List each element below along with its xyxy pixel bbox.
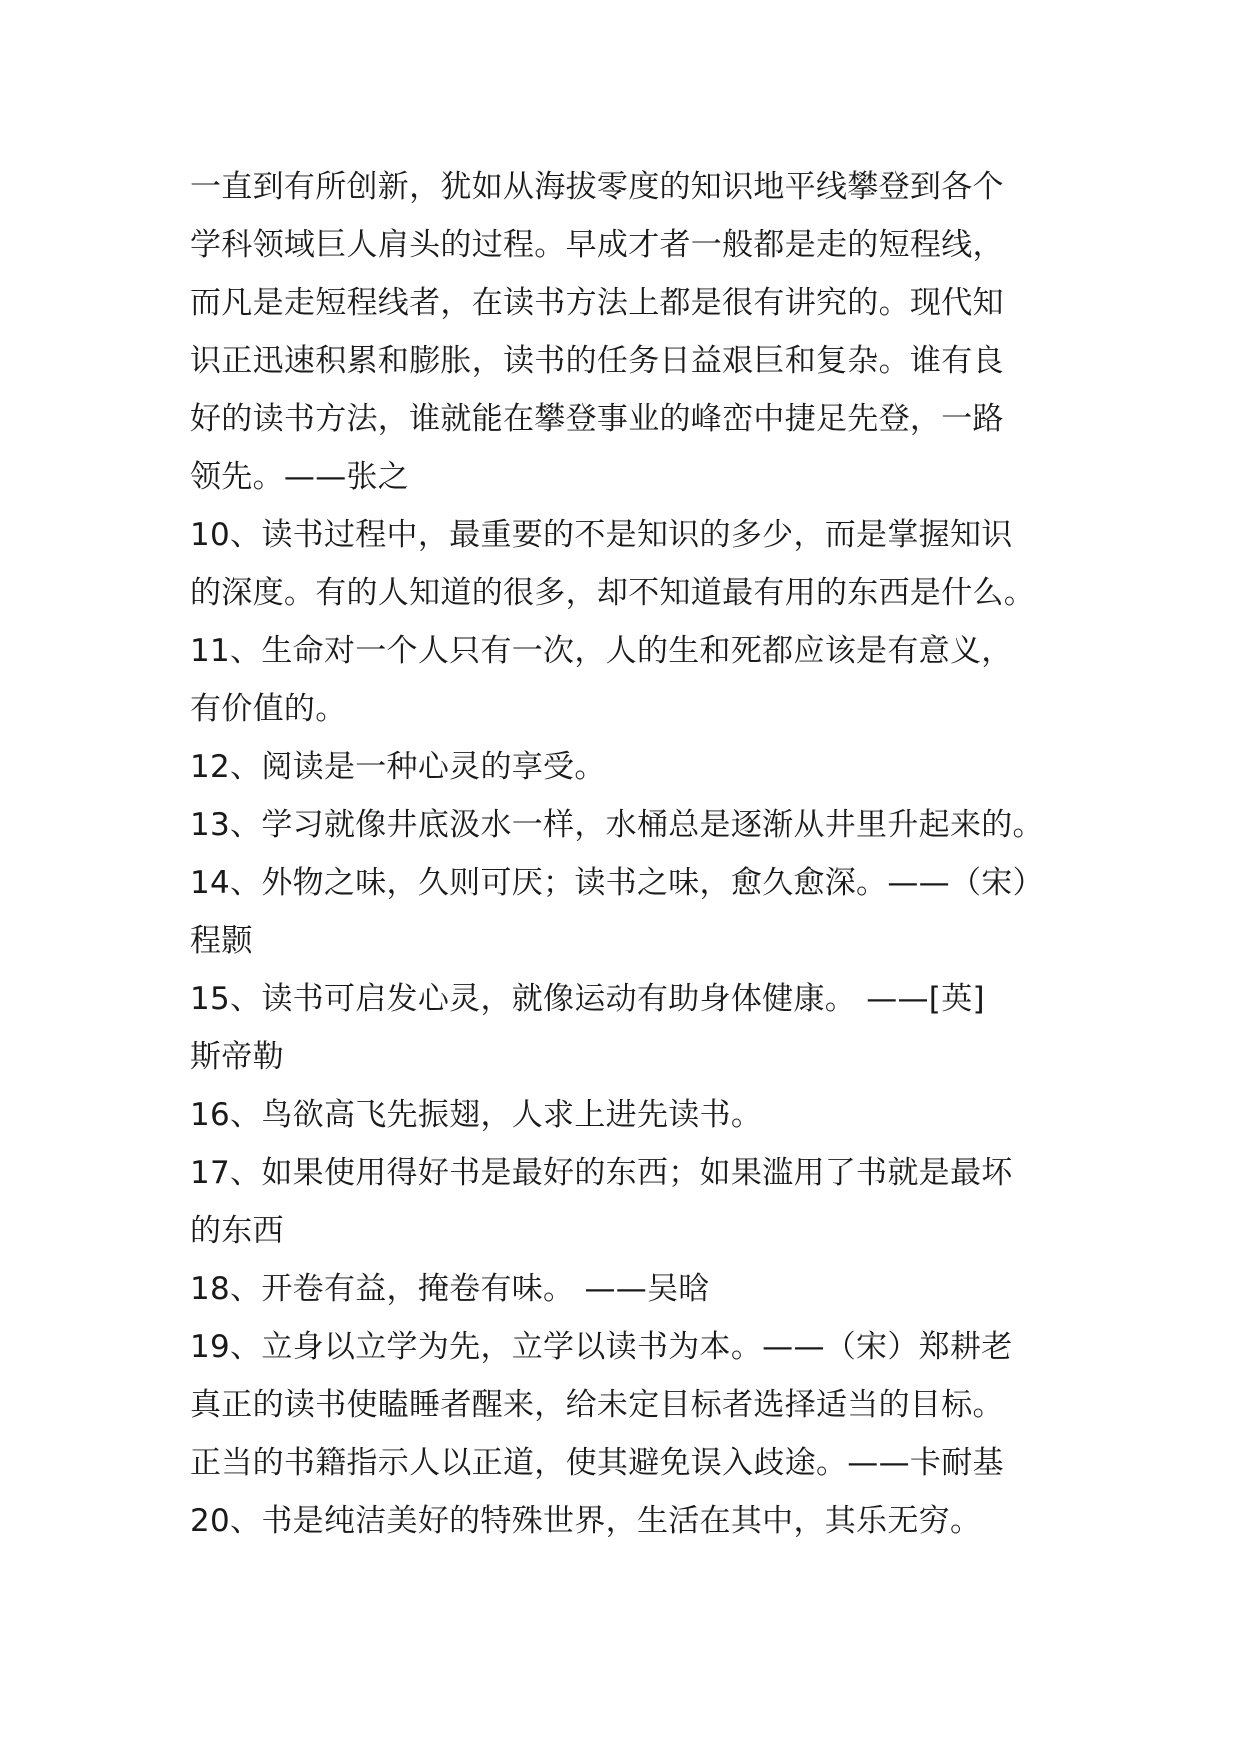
text-line: 12、阅读是一种心灵的享受。 [190,749,606,785]
text-line: 而凡是走短程线者，在读书方法上都是很有讲究的。现代知 [190,285,1004,321]
text-line: 20、书是纯洁美好的特殊世界，生活在其中，其乐无穷。 [190,1503,982,1539]
text-line: 17、如果使用得好书是最好的东西；如果滥用了书就是最坏 [190,1155,1013,1191]
text-line: 18、开卷有益，掩卷有味。 ——吴晗 [190,1271,710,1307]
text-line: 的深度。有的人知道的很多，却不知道最有用的东西是什么。 [190,575,1036,611]
text-line: 的东西 [190,1213,284,1249]
text-line: 11、生命对一个人只有一次，人的生和死都应该是有意义， [190,633,1013,669]
text-line: 14、外物之味，久则可厌；读书之味，愈久愈深。——（宋） [190,865,1044,901]
text-line: 16、鸟欲高飞先振翅，人求上进先读书。 [190,1097,763,1133]
text-line: 10、读书过程中，最重要的不是知识的多少，而是掌握知识 [190,517,1013,553]
text-line: 13、学习就像井底汲水一样，水桶总是逐渐从井里升起来的。 [190,807,1044,843]
text-line: 好的读书方法，谁就能在攀登事业的峰峦中捷足先登，一路 [190,401,1004,437]
text-line: 学科领域巨人肩头的过程。早成才者一般都是走的短程线， [190,227,1004,263]
text-line: 识正迅速积累和膨胀，读书的任务日益艰巨和复杂。谁有良 [190,343,1004,379]
text-line: 19、立身以立学为先，立学以读书为本。——（宋）郑耕老 [190,1329,1013,1365]
text-line: 斯帝勒 [190,1039,284,1075]
text-line: 有价值的。 [190,691,347,727]
document-body [190,158,1070,1550]
text-line: 正当的书籍指示人以正道，使其避免误入歧途。——卡耐基 [190,1445,1004,1481]
text-line: 真正的读书使瞌睡者醒来，给未定目标者选择适当的目标。 [190,1387,1004,1423]
text-line: 一直到有所创新，犹如从海拔零度的知识地平线攀登到各个 [190,169,1004,205]
text-line: 程颢 [190,923,253,959]
text-line: 15、读书可启发心灵，就像运动有助身体健康。 ——[英] [190,981,985,1017]
text-line: 领先。——张之 [190,459,410,495]
